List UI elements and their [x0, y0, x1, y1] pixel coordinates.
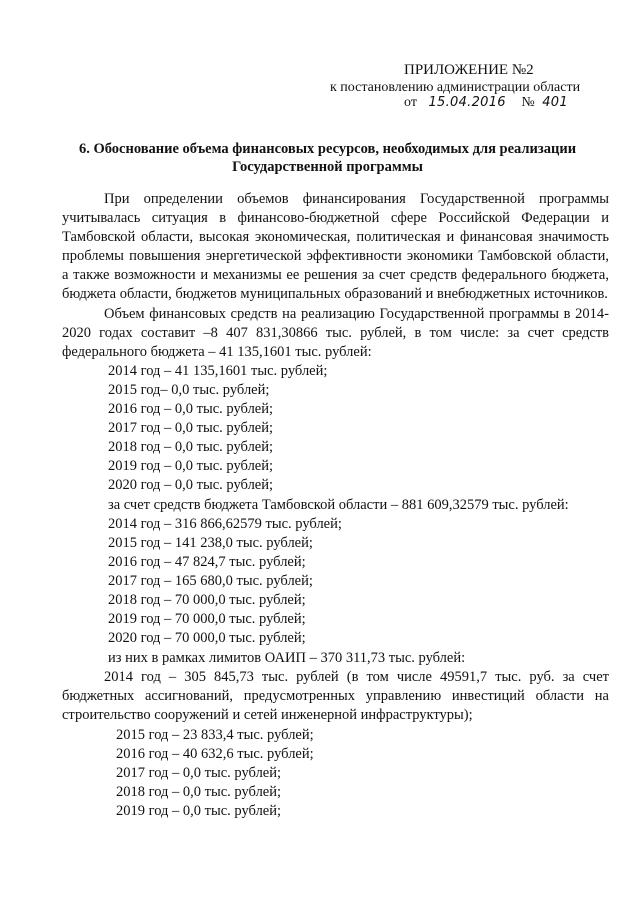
- federal-year-2014: 2014 год – 41 135,1601 тыс. рублей;: [108, 363, 328, 379]
- federal-year-2015: 2015 год– 0,0 тыс. рублей;: [108, 382, 270, 398]
- oaip-2014-paragraph: 2014 год – 305 845,73 тыс. рублей (в том числе 49591,7 тыс. руб. за счет бюджетных ассигнований, предусмотренных управлению инвестиций области на строительство сооружений и сетей инженерной инфраструктуры);: [62, 669, 609, 723]
- regional-year-2018: 2018 год – 70 000,0 тыс. рублей;: [108, 592, 306, 608]
- date-prefix: от: [404, 95, 417, 110]
- intro-paragraph: При определении объемов финансирования Государственной программы учитывалась ситуация в финансово-бюджетной сфере Российской Федерации и Тамбовской области, высокая экономическая, политическая и финансовая значимость проблемы повышения энергетической эффективности экономики Тамбовской области, а также возможности и механизмы ее решения за счет средств федерального бюджета, бюджета области, бюджетов муниципальных образований и внебюджетных источников.: [62, 191, 609, 302]
- section-title: [55, 140, 600, 176]
- section-title-line-2: Государственной программы: [232, 159, 423, 175]
- regional-year-2017: 2017 год – 165 680,0 тыс. рублей;: [108, 573, 313, 589]
- section-title-line-1: 6. Обоснование объема финансовых ресурсов, необходимых для реализации: [78, 141, 577, 157]
- oaip-year-2015: 2015 год – 23 833,4 тыс. рублей;: [116, 727, 314, 743]
- oaip-year-2017: 2017 год – 0,0 тыс. рублей;: [116, 765, 282, 781]
- regional-intro: за счет средств бюджета Тамбовской области – 881 609,32579 тыс. рублей:: [108, 497, 569, 513]
- regional-year-2020: 2020 год – 70 000,0 тыс. рублей;: [108, 630, 306, 646]
- number-prefix: №: [521, 95, 535, 110]
- regional-year-2019: 2019 год – 70 000,0 тыс. рублей;: [108, 611, 306, 627]
- oaip-year-2016: 2016 год – 40 632,6 тыс. рублей;: [116, 746, 314, 762]
- oaip-year-2019: 2019 год – 0,0 тыс. рублей;: [116, 803, 282, 819]
- oaip-year-2018: 2018 год – 0,0 тыс. рублей;: [116, 784, 282, 800]
- decree-date-line: [404, 95, 568, 111]
- federal-year-2016: 2016 год – 0,0 тыс. рублей;: [108, 401, 274, 417]
- handwritten-number: 401: [542, 95, 568, 110]
- federal-year-2020: 2020 год – 0,0 тыс. рублей;: [108, 477, 274, 493]
- federal-year-2017: 2017 год – 0,0 тыс. рублей;: [108, 420, 274, 436]
- federal-year-2019: 2019 год – 0,0 тыс. рублей;: [108, 458, 274, 474]
- appendix-label: ПРИЛОЖЕНИЕ №2: [404, 62, 534, 78]
- regional-year-2016: 2016 год – 47 824,7 тыс. рублей;: [108, 554, 306, 570]
- regional-year-2014: 2014 год – 316 866,62579 тыс. рублей;: [108, 516, 342, 532]
- volume-paragraph: Объем финансовых средств на реализацию Государственной программы в 2014-2020 годах составит –8 407 831,30866 тыс. рублей, в том числе: за счет средств федерального бюджета – 41 135,1601 тыс. рублей:: [62, 306, 609, 360]
- oaip-intro: из них в рамках лимитов ОАИП – 370 311,73 тыс. рублей:: [108, 650, 466, 666]
- regional-year-2015: 2015 год – 141 238,0 тыс. рублей;: [108, 535, 313, 551]
- decree-reference: к постановлению администрации области: [330, 80, 581, 95]
- handwritten-date: 15.04.2016: [428, 95, 506, 110]
- federal-year-2018: 2018 год – 0,0 тыс. рублей;: [108, 439, 274, 455]
